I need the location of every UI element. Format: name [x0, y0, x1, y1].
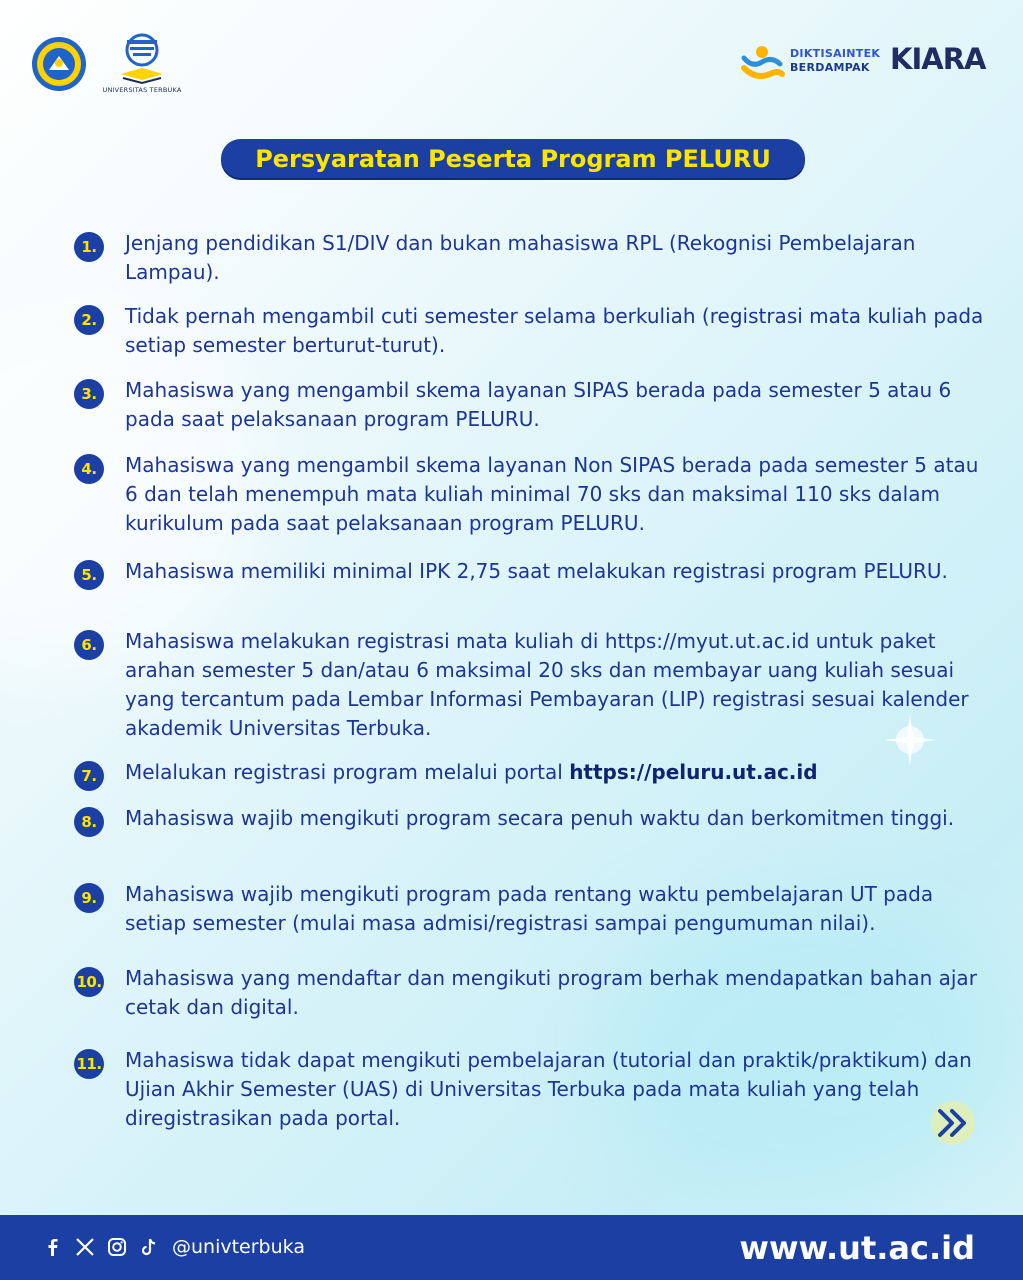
item-text: Jenjang pendidikan S1/DIV dan bukan mahasiswa RPL (Rekognisi Pembelajaran Lampau). — [125, 231, 916, 284]
item-text: Mahasiswa yang mendaftar dan mengikuti program berhak mendapatkan bahan ajar cetak dan digital. — [125, 966, 977, 1019]
item-text: Mahasiswa tidak dapat mengikuti pembelajaran (tutorial dan praktik/praktikum) dan Ujian Akhir Semester (UAS) di Universitas Terbuka pada mata kuliah yang telah diregistrasikan pada portal. — [125, 1048, 972, 1130]
ut-caption: UNIVERSITAS TERBUKA — [102, 86, 182, 94]
footer — [0, 1215, 1023, 1280]
dikti-line2: BERDAMPAK — [790, 61, 870, 74]
diktisaintek-wordmark — [790, 47, 880, 75]
kiara-logo: KIARA — [890, 42, 986, 76]
item-text: Mahasiswa melakukan registrasi mata kuliah di https://myut.ut.ac.id untuk paket arahan semester 5 dan/atau 6 maksimal 20 sks dan membayar uang kuliah sesuai yang tercantum pada Lembar Informasi Pembayaran (LIP) registrasi sesuai kalender akademik Universitas Terbuka. — [125, 629, 969, 740]
item-number-badge: 3. — [74, 379, 104, 409]
item-number-badge: 4. — [74, 454, 104, 484]
kemdikbud-logo-icon — [31, 36, 87, 92]
portal-link[interactable]: https://peluru.ut.ac.id — [569, 760, 818, 784]
item-text — [125, 758, 985, 787]
header — [0, 0, 1023, 120]
social-links — [42, 1236, 305, 1258]
item-text: Mahasiswa yang mengambil skema layanan Non SIPAS berada pada semester 5 atau 6 dan telah menempuh mata kuliah minimal 70 sks dan maksimal 110 sks dalam kurikulum pada saat pelaksanaan program PELURU. — [125, 453, 979, 535]
sparkle-icon — [880, 710, 940, 770]
page-title: Persyaratan Peserta Program PELURU — [221, 139, 805, 178]
item-text: Mahasiswa yang mengambil skema layanan SIPAS berada pada semester 5 atau 6 pada saat pelaksanaan program PELURU. — [125, 378, 952, 431]
facebook-icon[interactable] — [42, 1236, 64, 1258]
tiktok-icon[interactable] — [138, 1236, 160, 1258]
social-handle[interactable]: @univterbuka — [172, 1236, 305, 1258]
item-number-badge: 8. — [74, 807, 104, 837]
dikti-line1: DIKTISAINTEK — [790, 47, 881, 60]
instagram-icon[interactable] — [106, 1236, 128, 1258]
website-link[interactable]: www.ut.ac.id — [739, 1229, 975, 1267]
item-number-badge: 6. — [74, 630, 104, 660]
item-number-badge: 1. — [74, 232, 104, 262]
item-number-badge: 2. — [74, 305, 104, 335]
item-number-badge: 9. — [74, 883, 104, 913]
x-twitter-icon[interactable] — [74, 1236, 96, 1258]
item-number-badge: 5. — [74, 560, 104, 590]
item-text-prefix: Melalukan registrasi program melalui portal — [125, 760, 570, 784]
item-number-badge: 11. — [74, 1049, 104, 1079]
item-text: Mahasiswa wajib mengikuti program secara penuh waktu dan berkomitmen tinggi. — [125, 806, 955, 830]
double-chevron-right-icon — [928, 1098, 978, 1148]
item-text: Mahasiswa wajib mengikuti program pada rentang waktu pembelajaran UT pada setiap semester (mulai masa admisi/registrasi sampai pengumuman nilai). — [125, 882, 934, 935]
item-number-badge: 7. — [74, 761, 104, 791]
item-text: Mahasiswa memiliki minimal IPK 2,75 saat melakukan registrasi program PELURU. — [125, 559, 948, 583]
item-number-badge: 10. — [74, 967, 104, 997]
item-text: Tidak pernah mengambil cuti semester selama berkuliah (registrasi mata kuliah pada setiap semester berturut-turut). — [125, 304, 984, 357]
